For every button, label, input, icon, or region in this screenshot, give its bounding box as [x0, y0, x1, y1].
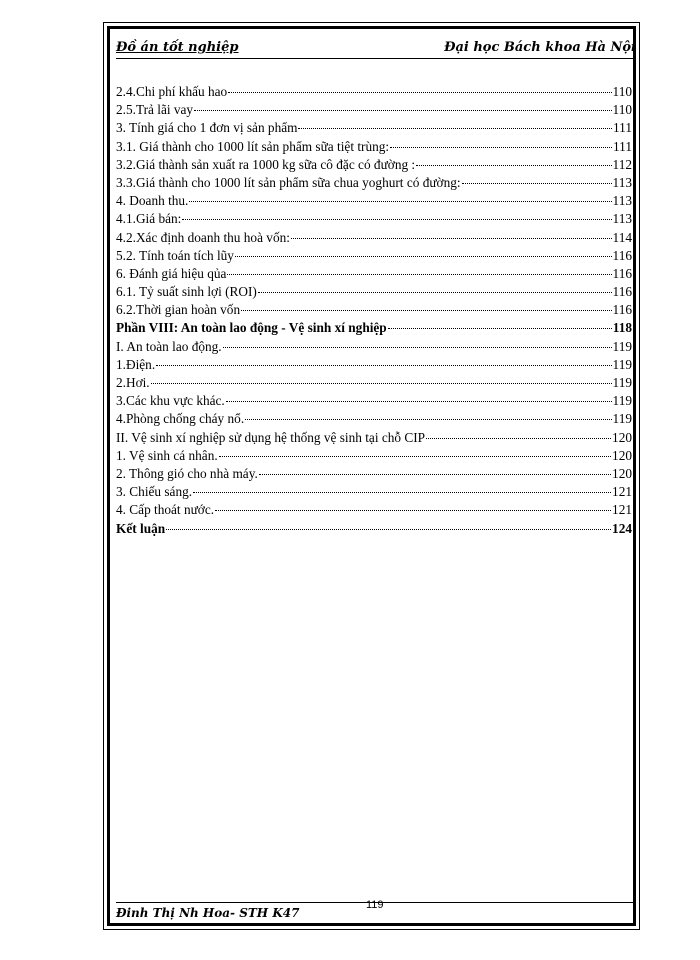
toc-entry[interactable]: [116, 102, 632, 120]
toc-entry-page: 111: [613, 138, 632, 154]
toc-leader-dots: [228, 92, 611, 93]
toc-entry[interactable]: [116, 120, 632, 138]
toc-entry-title: 3. Chiếu sáng.: [116, 484, 193, 500]
toc-entry[interactable]: [116, 193, 632, 211]
toc-leader-dots: [416, 165, 611, 166]
toc-entry-title: 3.Các khu vực khác.: [116, 393, 225, 409]
toc-entry-title: 5.2. Tính toán tích lũy: [116, 247, 234, 263]
toc-leader-dots: [388, 328, 612, 329]
toc-entry-page: 112: [612, 156, 632, 172]
toc-entry[interactable]: [116, 320, 632, 338]
toc-leader-dots: [227, 274, 611, 275]
toc-entry-page: 110: [612, 84, 632, 99]
toc-entry-title: 4. Doanh thu.: [116, 193, 189, 209]
toc-entry[interactable]: [116, 430, 632, 448]
toc-leader-dots: [390, 147, 612, 148]
toc-leader-dots: [245, 419, 611, 420]
toc-entry[interactable]: [116, 484, 632, 502]
toc-entry-title: Phần VIII: An toàn lao động - Vệ sinh xí nghiệp: [116, 320, 387, 336]
toc-entry-title: 4.2.Xác định doanh thu hoà vốn:: [116, 229, 290, 245]
toc-entry-page: 116: [612, 284, 632, 300]
toc-entry-page: 119: [612, 393, 632, 409]
toc-leader-dots: [166, 529, 611, 530]
toc-entry-page: 110: [612, 102, 632, 118]
toc-entry-title: II. Vệ sinh xí nghiệp sử dụng hệ thống vệ sinh tại chỗ CIP: [116, 429, 426, 445]
toc-entry-page: 119: [612, 411, 632, 427]
toc-entry[interactable]: [116, 157, 632, 175]
toc-entry-title: 2.4.Chi phí khấu hao: [116, 84, 228, 99]
toc-entry-title: 6.2.Thời gian hoàn vốn: [116, 302, 241, 318]
toc-entry-title: 4.1.Giá bán:: [116, 211, 182, 227]
toc-entry[interactable]: [116, 139, 632, 157]
toc-entry-page: 118: [612, 320, 632, 336]
toc-entry[interactable]: [116, 230, 632, 248]
toc-entry-page: 120: [612, 447, 632, 463]
toc-entry-page: 121: [612, 484, 632, 500]
toc-leader-dots: [259, 474, 611, 475]
toc-entry-title: 1.Điện.: [116, 356, 156, 372]
toc-leader-dots: [291, 238, 612, 239]
toc-leader-dots: [426, 438, 611, 439]
toc-entry[interactable]: [116, 393, 632, 411]
toc-entry-page: 113: [612, 193, 632, 209]
toc-entry[interactable]: [116, 357, 632, 375]
toc-entry-title: 3.2.Giá thành sản xuất ra 1000 kg sữa cô đặc có đường :: [116, 156, 416, 172]
toc-entry-page: 116: [612, 265, 632, 281]
header-document-type: Đồ án tốt nghiệp: [116, 40, 239, 55]
footer-author: Đinh Thị Nh Hoa- STH K47: [116, 906, 300, 920]
toc-entry-title: 2.Hơi.: [116, 375, 150, 390]
toc-entry-page: 119: [612, 356, 632, 372]
toc-entry[interactable]: [116, 375, 632, 393]
toc-entry[interactable]: [116, 521, 632, 539]
toc-leader-dots: [241, 310, 611, 311]
toc-entry-title: 2. Thông gió cho nhà máy.: [116, 465, 258, 481]
table-of-contents: [116, 84, 632, 539]
toc-leader-dots: [235, 256, 612, 257]
toc-entry-page: 116: [612, 247, 632, 263]
toc-entry-title: I. An toàn lao động.: [116, 338, 222, 354]
toc-entry-page: 124: [612, 520, 632, 536]
toc-entry-title: 4.Phòng chống cháy nổ.: [116, 411, 245, 427]
toc-entry[interactable]: [116, 211, 632, 229]
toc-entry-title: 3.1. Giá thành cho 1000 lít sản phẩm sữa tiệt trùng:: [116, 138, 390, 154]
toc-entry-page: 114: [612, 229, 632, 245]
toc-leader-dots: [219, 456, 611, 457]
toc-entry-page: 116: [612, 302, 632, 318]
toc-entry-title: Kết luận: [116, 520, 166, 536]
toc-leader-dots: [298, 128, 612, 129]
toc-entry-title: 1. Vệ sinh cá nhân.: [116, 447, 218, 463]
toc-entry[interactable]: [116, 411, 632, 429]
toc-entry[interactable]: [116, 84, 632, 102]
toc-entry[interactable]: [116, 302, 632, 320]
toc-entry-title: 6. Đánh giá hiệu qủa: [116, 265, 227, 281]
toc-entry-title: 3. Tính giá cho 1 đơn vị sản phẩm: [116, 120, 298, 136]
toc-leader-dots: [182, 219, 611, 220]
toc-leader-dots: [215, 510, 611, 511]
toc-entry-title: 3.3.Giá thành cho 1000 lít sản phẩm sữa chua yoghurt có đường:: [116, 174, 461, 190]
toc-leader-dots: [151, 383, 612, 384]
toc-entry-title: 6.1. Tỷ suất sinh lợi (ROI): [116, 284, 257, 300]
toc-entry-page: 119: [612, 338, 632, 354]
toc-entry-page: 119: [612, 375, 632, 390]
toc-entry[interactable]: [116, 284, 632, 302]
toc-entry[interactable]: [116, 466, 632, 484]
toc-entry-page: 120: [612, 465, 632, 481]
toc-leader-dots: [156, 365, 611, 366]
toc-entry[interactable]: [116, 448, 632, 466]
toc-entry-title: 2.5.Trả lãi vay: [116, 102, 194, 118]
toc-leader-dots: [258, 292, 612, 293]
toc-leader-dots: [226, 401, 612, 402]
toc-entry-page: 111: [613, 120, 632, 136]
header-university: Đại học Bách khoa Hà Nội: [444, 40, 636, 55]
toc-entry[interactable]: [116, 175, 632, 193]
toc-entry-page: 113: [612, 211, 632, 227]
page-footer: [116, 899, 636, 923]
toc-entry[interactable]: [116, 502, 632, 520]
toc-leader-dots: [462, 183, 612, 184]
toc-leader-dots: [193, 492, 611, 493]
toc-leader-dots: [189, 201, 611, 202]
toc-entry-page: 113: [612, 174, 632, 190]
toc-entry-title: 4. Cấp thoát nước.: [116, 502, 215, 518]
toc-entry-page: 120: [612, 429, 632, 445]
toc-leader-dots: [223, 347, 612, 348]
toc-entry-page: 121: [612, 502, 632, 518]
page-number: 119: [366, 899, 384, 911]
toc-entry[interactable]: [116, 339, 632, 357]
page-header: [116, 38, 636, 59]
toc-leader-dots: [194, 110, 611, 111]
toc-entry[interactable]: [116, 266, 632, 284]
toc-entry[interactable]: [116, 248, 632, 266]
